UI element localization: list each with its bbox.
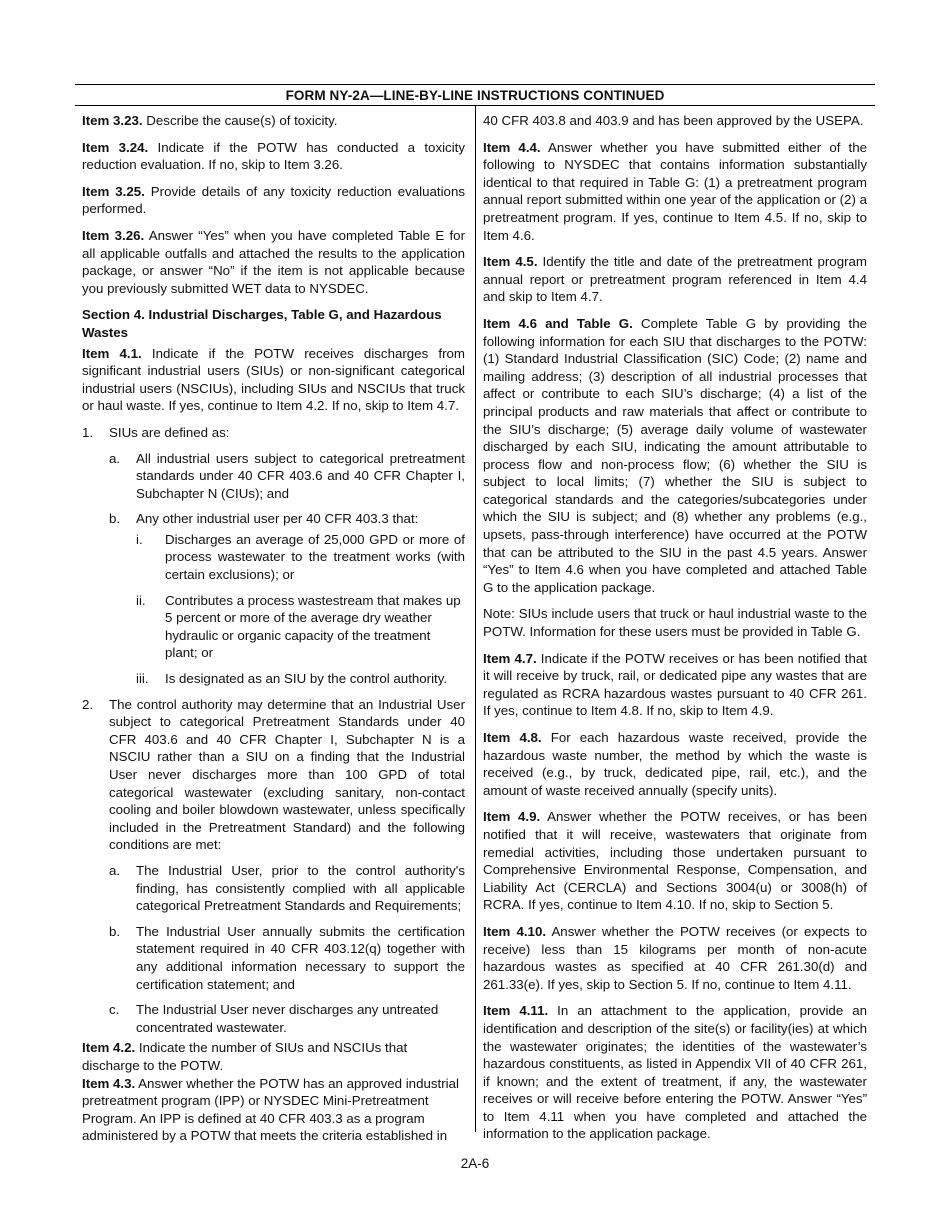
item-4-9: Item 4.9. Answer whether the POTW receives, or has been notified that it will receive, wastewaters that originate from remedial activities, including those undertaken pursuant to Comprehensive Environmental Response, Compensation, and Liability Act (CERCLA) and Sections 3004(u) or 3008(h) of RCRA. If yes, continue to Item 4.10. If no, skip to Section 5. bbox=[483, 809, 867, 913]
left-column bbox=[75, 106, 475, 1145]
siu-note: Note: SIUs include users that truck or haul industrial waste to the POTW. Information for these users must be provided in Table G. bbox=[483, 606, 867, 640]
item-4-8: Item 4.8. For each hazardous waste received, provide the hazardous waste number, the method by which the waste is received (e.g., by truck, dedicated pipe, rail, etc.), and the amount of waste received annually (specify units). bbox=[483, 730, 867, 798]
item-3-26: Item 3.26. Answer “Yes” when you have completed Table E for all applicable outfalls and attached the results to the application package, or answer “No” if the item is not applicable because you previously submitted WET data to NYSDEC. bbox=[82, 227, 466, 296]
item-4-1: Item 4.1. Indicate if the POTW receives discharges from significant industrial users (SIUs) or non-significant categorical industrial users (NSCIUs), including SIUs and NSCIUs that truck or haul waste. If yes, continue to Item 4.2. If no, skip to Item 4.7. bbox=[82, 345, 466, 414]
list-item-2c: c. The Industrial User never discharges any untreated concentrated wastewater. bbox=[109, 1002, 439, 1035]
two-column-body bbox=[75, 106, 875, 1145]
list-item-1b-ii: ii. Contributes a process wastestream that makes up 5 percent or more of the average dry weather hydraulic or organic capacity of the treatment plant; or bbox=[136, 592, 461, 661]
list-item-1a: a. All industrial users subject to categorical pretreatment standards under 40 CFR 403.6 and 40 CFR Chapter I, Subchapter N (CIUs); and bbox=[109, 450, 465, 501]
page-number: 2A-6 bbox=[460, 1156, 490, 1171]
item-4-3: Item 4.3. Answer whether the POTW has an approved industrial pretreatment program (IPP) or NYSDEC Mini-Pretreatment Program. An IPP is defined at 40 CFR 403.3 as a program administered by a POTW that meets the criteria established in bbox=[82, 1075, 459, 1144]
item-4-11: Item 4.11. In an attachment to the application, provide an identification and description of the site(s) or facility(ies) at which the wastewater originates; the identities of the wastewater’s hazardous constituents, as listed in Appendix VII of 40 CFR 261, if known; and the extent of treatment, if any, the wastewater receives or will receive before entering the POTW. Answer “Yes” to Item 4.11 when you have completed and attached the information to the application package. bbox=[483, 1003, 867, 1142]
item-4-4: Item 4.4. Answer whether you have submitted either of the following to NYSDEC that contains information substantially identical to that required in Table G: (1) a pretreatment program annual report submitted within one year of the application or (2) a pretreatment program. If yes, continue to Item 4.5. If no, skip to Item 4.6. bbox=[483, 139, 867, 243]
item-4-7: Item 4.7. Indicate if the POTW receives or has been notified that it will receive by truck, rail, or dedicated pipe any wastes that are regulated as RCRA hazardous wastes pursuant to 40 CFR 261. If yes, continue to Item 4.8. If no, skip to Item 4.9. bbox=[483, 650, 867, 719]
right-column bbox=[475, 106, 875, 1145]
list-item-1b-iii: iii. Is designated as an SIU by the control authority. bbox=[136, 671, 448, 687]
list-item-1: 1. SIUs are defined as: bbox=[82, 424, 230, 440]
item-3-24: Item 3.24. Indicate if the POTW has conducted a toxicity reduction evaluation. If no, skip to Item 3.26. bbox=[82, 139, 466, 173]
list-item-1b: b. Any other industrial user per 40 CFR 403.3 that: bbox=[109, 511, 419, 527]
list-item-1b-i: i. Discharges an average of 25,000 GPD or more of process wastewater to the treatment works (with certain exclusions); or bbox=[136, 531, 465, 583]
item-3-23: Item 3.23. Describe the cause(s) of toxicity. bbox=[82, 113, 338, 128]
item-3-25: Item 3.25. Provide details of any toxicity reduction evaluations performed. bbox=[82, 183, 465, 217]
item-4-5: Item 4.5. Identify the title and date of the pretreatment program annual report or pretreatment program referenced in Item 4.4 and skip to Item 4.7. bbox=[483, 254, 867, 305]
column-divider bbox=[475, 106, 476, 1132]
section-4-heading: Section 4. Industrial Discharges, Table G, and Hazardous Wastes bbox=[82, 307, 442, 340]
item-4-10: Item 4.10. Answer whether the POTW receives (or expects to receive) less than 15 kilograms per month of non-acute hazardous wastes as specified at 40 CFR 261.30(d) and 261.33(e). If yes, skip to Section 5. If no, continue to Item 4.11. bbox=[483, 923, 868, 992]
document-page bbox=[75, 84, 875, 1145]
form-title: FORM NY-2A—LINE-BY-LINE INSTRUCTIONS CONTINUED bbox=[285, 88, 665, 103]
item-4-6-table-g: Item 4.6 and Table G. Complete Table G by providing the following information for each SIU that discharges to the POTW: (1) Standard Industrial Classification (SIC) Code; (2) name and mailing address; (3) description of all industrial processes that affect or contribute to each SIU’s discharge; (4) a list of the principal products and raw materials that affect or contribute to the SIU’s discharge; (5) average daily volume of wastewater discharged by each SIU, indicating the amount attributable to process flow and non-process flow; (6) whether the SIU is subject to local limits; (7) whether the SIU is subject to categorical standards and the categories/subcategories under which the SIU is subject; and (8) whether any problems (e.g., upsets, pass-through interference) have occurred at the POTW that can be attributed to the SIU in the past 4.5 years. Answer “Yes” to Item 4.6 when you have completed and attached Table G to the application package. bbox=[483, 315, 867, 595]
list-item-2a: a. The Industrial User, prior to the control authority's finding, has consistently complied with all applicable categorical Pretreatment Standards and Requirements; bbox=[109, 862, 465, 914]
item-4-3-continued: 40 CFR 403.8 and 403.9 and has been approved by the USEPA. bbox=[483, 113, 864, 128]
list-item-2b: b. The Industrial User annually submits the certification statement required in 40 CFR 403.12(q) together with any additional information necessary to support the certification statement; and bbox=[109, 923, 465, 992]
list-item-2: 2. The control authority may determine that an Industrial User subject to categorical Pretreatment Standards under 40 CFR 403.6 and 40 CFR Chapter I, Subchapter N is a NSCIU rather than a SIU on a finding that the Industrial User never discharges more than 100 GPD of total categorical wastewater (excluding sanitary, non-contact cooling and boiler blowdown wastewater, unless specifically included in the Pretreatment Standard) and the following conditions are met: bbox=[82, 696, 465, 853]
item-4-2: Item 4.2. Indicate the number of SIUs and NSCIUs that discharge to the POTW. bbox=[82, 1040, 408, 1073]
